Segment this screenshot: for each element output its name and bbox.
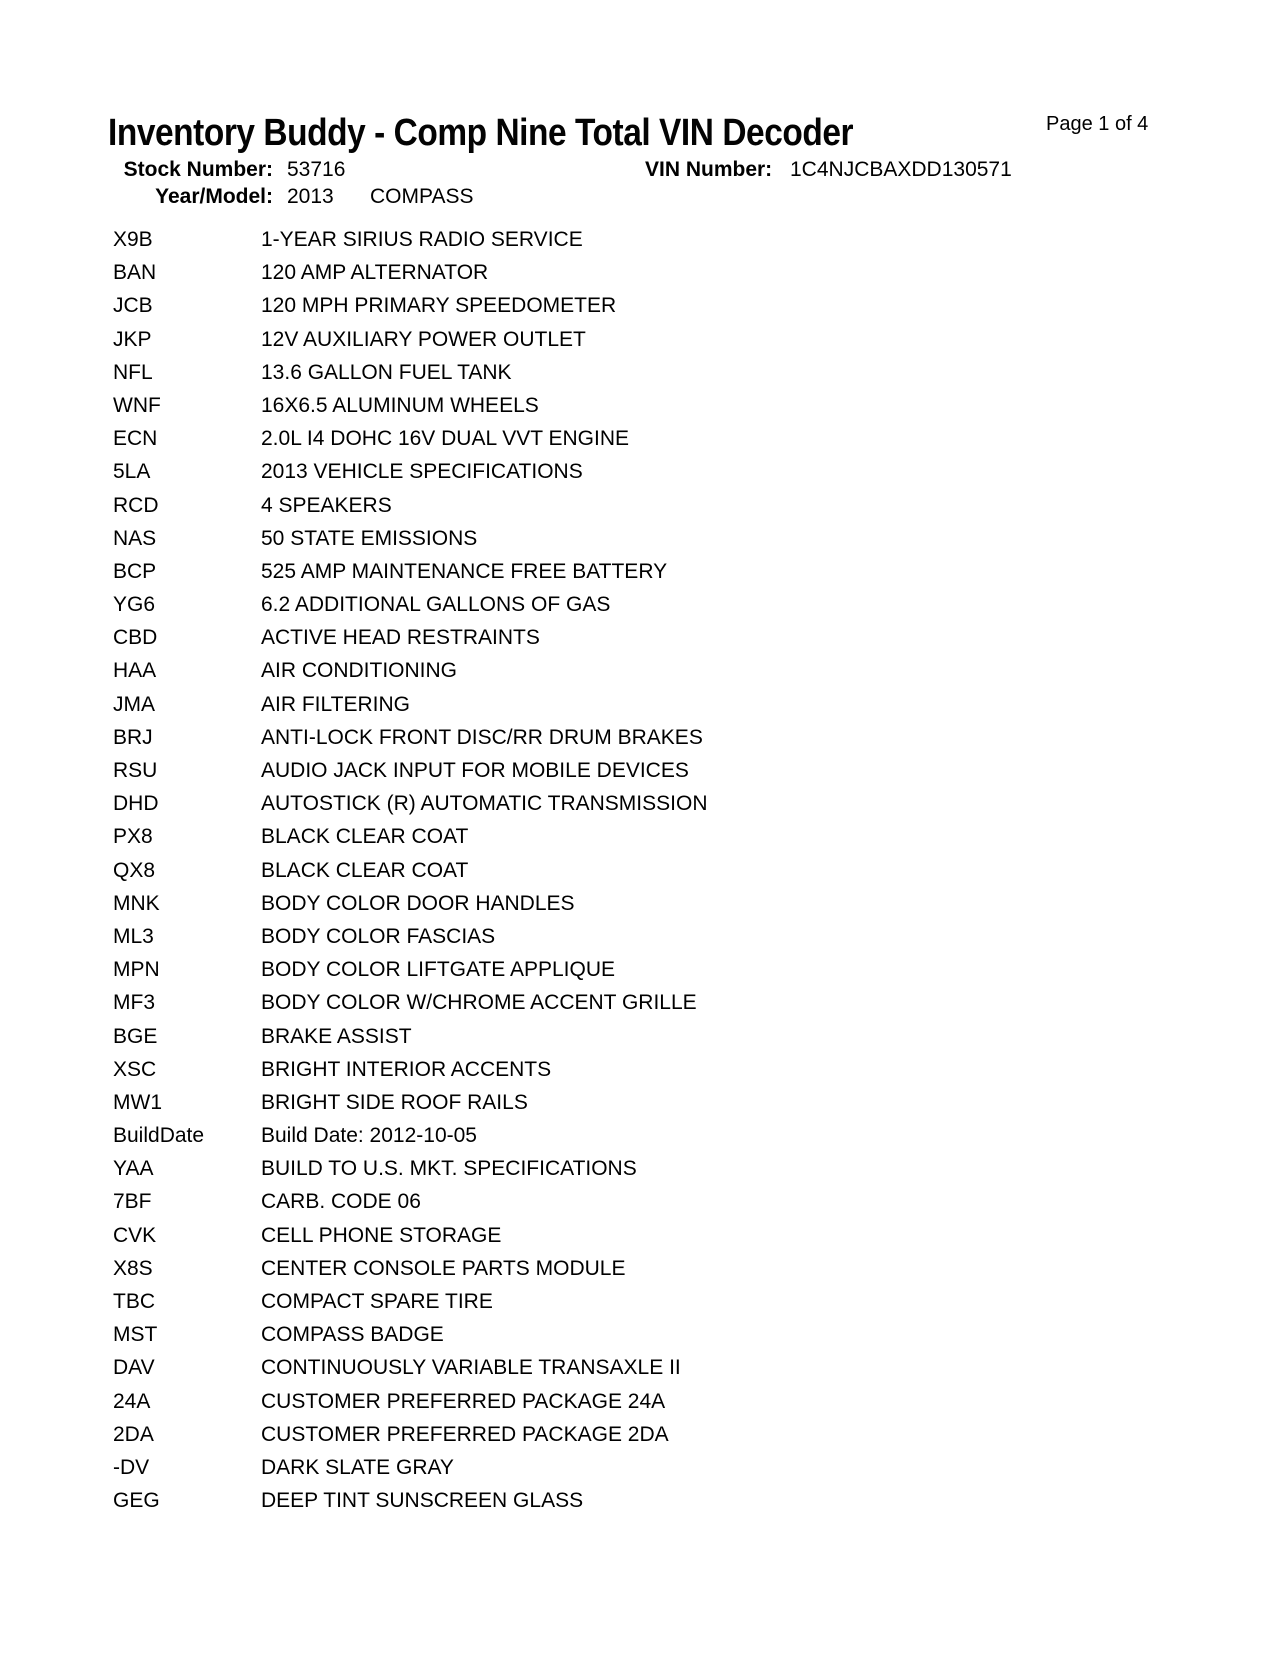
option-row (113, 1318, 1240, 1351)
option-code: X8S (113, 1256, 153, 1280)
option-code: X9B (113, 228, 153, 251)
option-row (113, 1219, 1240, 1252)
option-description: CARB. CODE 06 (261, 1190, 421, 1214)
option-row (113, 1285, 1240, 1318)
option-row (113, 522, 1240, 555)
option-row (113, 721, 1240, 754)
page-number: Page 1 of 4 (1046, 113, 1149, 135)
option-row (113, 1119, 1240, 1152)
option-row (113, 1086, 1240, 1119)
option-row (113, 223, 1240, 256)
option-row (113, 1418, 1240, 1451)
option-code: MW1 (113, 1090, 162, 1114)
option-row (113, 1484, 1240, 1517)
option-description: ANTI-LOCK FRONT DISC/RR DRUM BRAKES (261, 725, 703, 749)
option-row (113, 621, 1240, 654)
option-row (113, 1053, 1240, 1086)
option-description: CUSTOMER PREFERRED PACKAGE 2DA (261, 1422, 669, 1446)
option-description: 120 MPH PRIMARY SPEEDOMETER (261, 294, 617, 318)
option-row (113, 654, 1240, 687)
option-description: 13.6 GALLON FUEL TANK (261, 360, 512, 384)
option-code: 7BF (113, 1190, 152, 1214)
option-row (113, 1020, 1240, 1053)
option-code: JMA (113, 692, 155, 716)
option-code: YAA (113, 1157, 154, 1181)
option-code: ECN (113, 427, 158, 451)
option-code: ML3 (113, 924, 154, 948)
option-code: WNF (113, 393, 161, 417)
option-description: DEEP TINT SUNSCREEN GLASS (261, 1489, 584, 1513)
option-description: 120 AMP ALTERNATOR (261, 261, 489, 285)
option-code: BGE (113, 1024, 158, 1048)
option-code: BAN (113, 261, 157, 285)
option-row (113, 1185, 1240, 1218)
option-description: BODY COLOR DOOR HANDLES (261, 891, 575, 915)
option-code: BRJ (113, 725, 153, 749)
year-value: 2013 (287, 185, 334, 208)
option-row (113, 555, 1240, 588)
option-code: BCP (113, 559, 157, 583)
option-description: BODY COLOR W/CHROME ACCENT GRILLE (261, 991, 697, 1015)
page-title: Inventory Buddy - Comp Nine Total VIN Decoder (108, 112, 854, 154)
option-description: CELL PHONE STORAGE (261, 1223, 502, 1247)
option-code: 2DA (113, 1422, 154, 1446)
option-row (113, 1451, 1240, 1484)
option-code: -DV (113, 1455, 150, 1479)
option-row (113, 920, 1240, 953)
option-code: XSC (113, 1057, 157, 1081)
option-code: GEG (113, 1489, 160, 1513)
option-description: 6.2 ADDITIONAL GALLONS OF GAS (261, 593, 611, 617)
option-description: Build Date: 2012-10-05 (261, 1124, 477, 1148)
option-description: AIR CONDITIONING (261, 659, 458, 683)
option-code: JKP (113, 327, 152, 351)
option-description: CONTINUOUSLY VARIABLE TRANSAXLE II (261, 1356, 681, 1380)
option-description: BRIGHT INTERIOR ACCENTS (261, 1057, 552, 1081)
model-value: COMPASS (370, 185, 474, 208)
option-code: 24A (113, 1389, 151, 1413)
option-row (113, 688, 1240, 721)
option-description: 16X6.5 ALUMINUM WHEELS (261, 393, 539, 417)
option-row (113, 887, 1240, 920)
option-code: NAS (113, 526, 157, 550)
option-code: DAV (113, 1356, 155, 1380)
option-description: AUDIO JACK INPUT FOR MOBILE DEVICES (261, 759, 689, 782)
option-description: COMPASS BADGE (261, 1323, 444, 1347)
option-code: NFL (113, 360, 153, 384)
option-row (113, 1252, 1240, 1285)
option-description: COMPACT SPARE TIRE (261, 1290, 493, 1313)
option-row (113, 854, 1240, 887)
option-row (113, 754, 1240, 787)
vin-number-value: 1C4NJCBAXDD130571 (790, 158, 1012, 181)
option-description: 1-YEAR SIRIUS RADIO SERVICE (261, 228, 583, 251)
option-description: CENTER CONSOLE PARTS MODULE (261, 1256, 626, 1280)
option-description: 525 AMP MAINTENANCE FREE BATTERY (261, 559, 668, 583)
option-code: 5LA (113, 460, 151, 484)
option-row (113, 323, 1240, 356)
option-code: BuildDate (113, 1124, 205, 1148)
option-row (113, 256, 1240, 289)
option-description: BODY COLOR LIFTGATE APPLIQUE (261, 958, 615, 982)
option-description: DARK SLATE GRAY (261, 1455, 454, 1479)
option-description: AUTOSTICK (R) AUTOMATIC TRANSMISSION (261, 792, 708, 816)
option-row (113, 356, 1240, 389)
option-row (113, 389, 1240, 422)
option-code: YG6 (113, 593, 156, 617)
option-description: BUILD TO U.S. MKT. SPECIFICATIONS (261, 1157, 637, 1181)
option-description: CUSTOMER PREFERRED PACKAGE 24A (261, 1389, 666, 1413)
options-list (113, 223, 1240, 1517)
option-code: MNK (113, 891, 160, 915)
option-code: JCB (113, 294, 153, 318)
option-description: 50 STATE EMISSIONS (261, 526, 478, 550)
option-row (113, 953, 1240, 986)
option-row (113, 1385, 1240, 1418)
option-row (113, 588, 1240, 621)
option-code: TBC (113, 1290, 155, 1313)
option-description: AIR FILTERING (261, 692, 410, 716)
option-row (113, 289, 1240, 322)
option-row (113, 787, 1240, 820)
option-description: BRAKE ASSIST (261, 1024, 412, 1048)
option-code: DHD (113, 792, 159, 816)
option-code: CVK (113, 1223, 157, 1247)
option-code: MF3 (113, 991, 155, 1015)
option-code: MPN (113, 958, 160, 982)
option-row (113, 1351, 1240, 1384)
option-code: MST (113, 1323, 158, 1347)
option-code: QX8 (113, 858, 156, 882)
option-description: 12V AUXILIARY POWER OUTLET (261, 327, 586, 351)
option-row (113, 1152, 1240, 1185)
option-description: BODY COLOR FASCIAS (261, 924, 496, 948)
year-model-label: Year/Model: (155, 185, 273, 208)
stock-number-label: Stock Number: (123, 158, 273, 181)
option-description: BRIGHT SIDE ROOF RAILS (261, 1090, 528, 1114)
option-row (113, 820, 1240, 853)
option-row (113, 489, 1240, 522)
option-code: RSU (113, 759, 158, 782)
option-code: RCD (113, 493, 159, 517)
option-row (113, 986, 1240, 1019)
vin-number-label: VIN Number: (645, 158, 773, 181)
option-description: ACTIVE HEAD RESTRAINTS (261, 626, 540, 650)
option-code: PX8 (113, 825, 153, 849)
option-code: CBD (113, 626, 158, 650)
option-description: BLACK CLEAR COAT (261, 858, 469, 882)
option-row (113, 422, 1240, 455)
option-row (113, 455, 1240, 488)
stock-number-value: 53716 (287, 158, 346, 181)
option-code: HAA (113, 659, 157, 683)
option-description: BLACK CLEAR COAT (261, 825, 469, 849)
option-description: 4 SPEAKERS (261, 493, 392, 517)
option-description: 2013 VEHICLE SPECIFICATIONS (261, 460, 583, 484)
option-description: 2.0L I4 DOHC 16V DUAL VVT ENGINE (261, 427, 630, 451)
